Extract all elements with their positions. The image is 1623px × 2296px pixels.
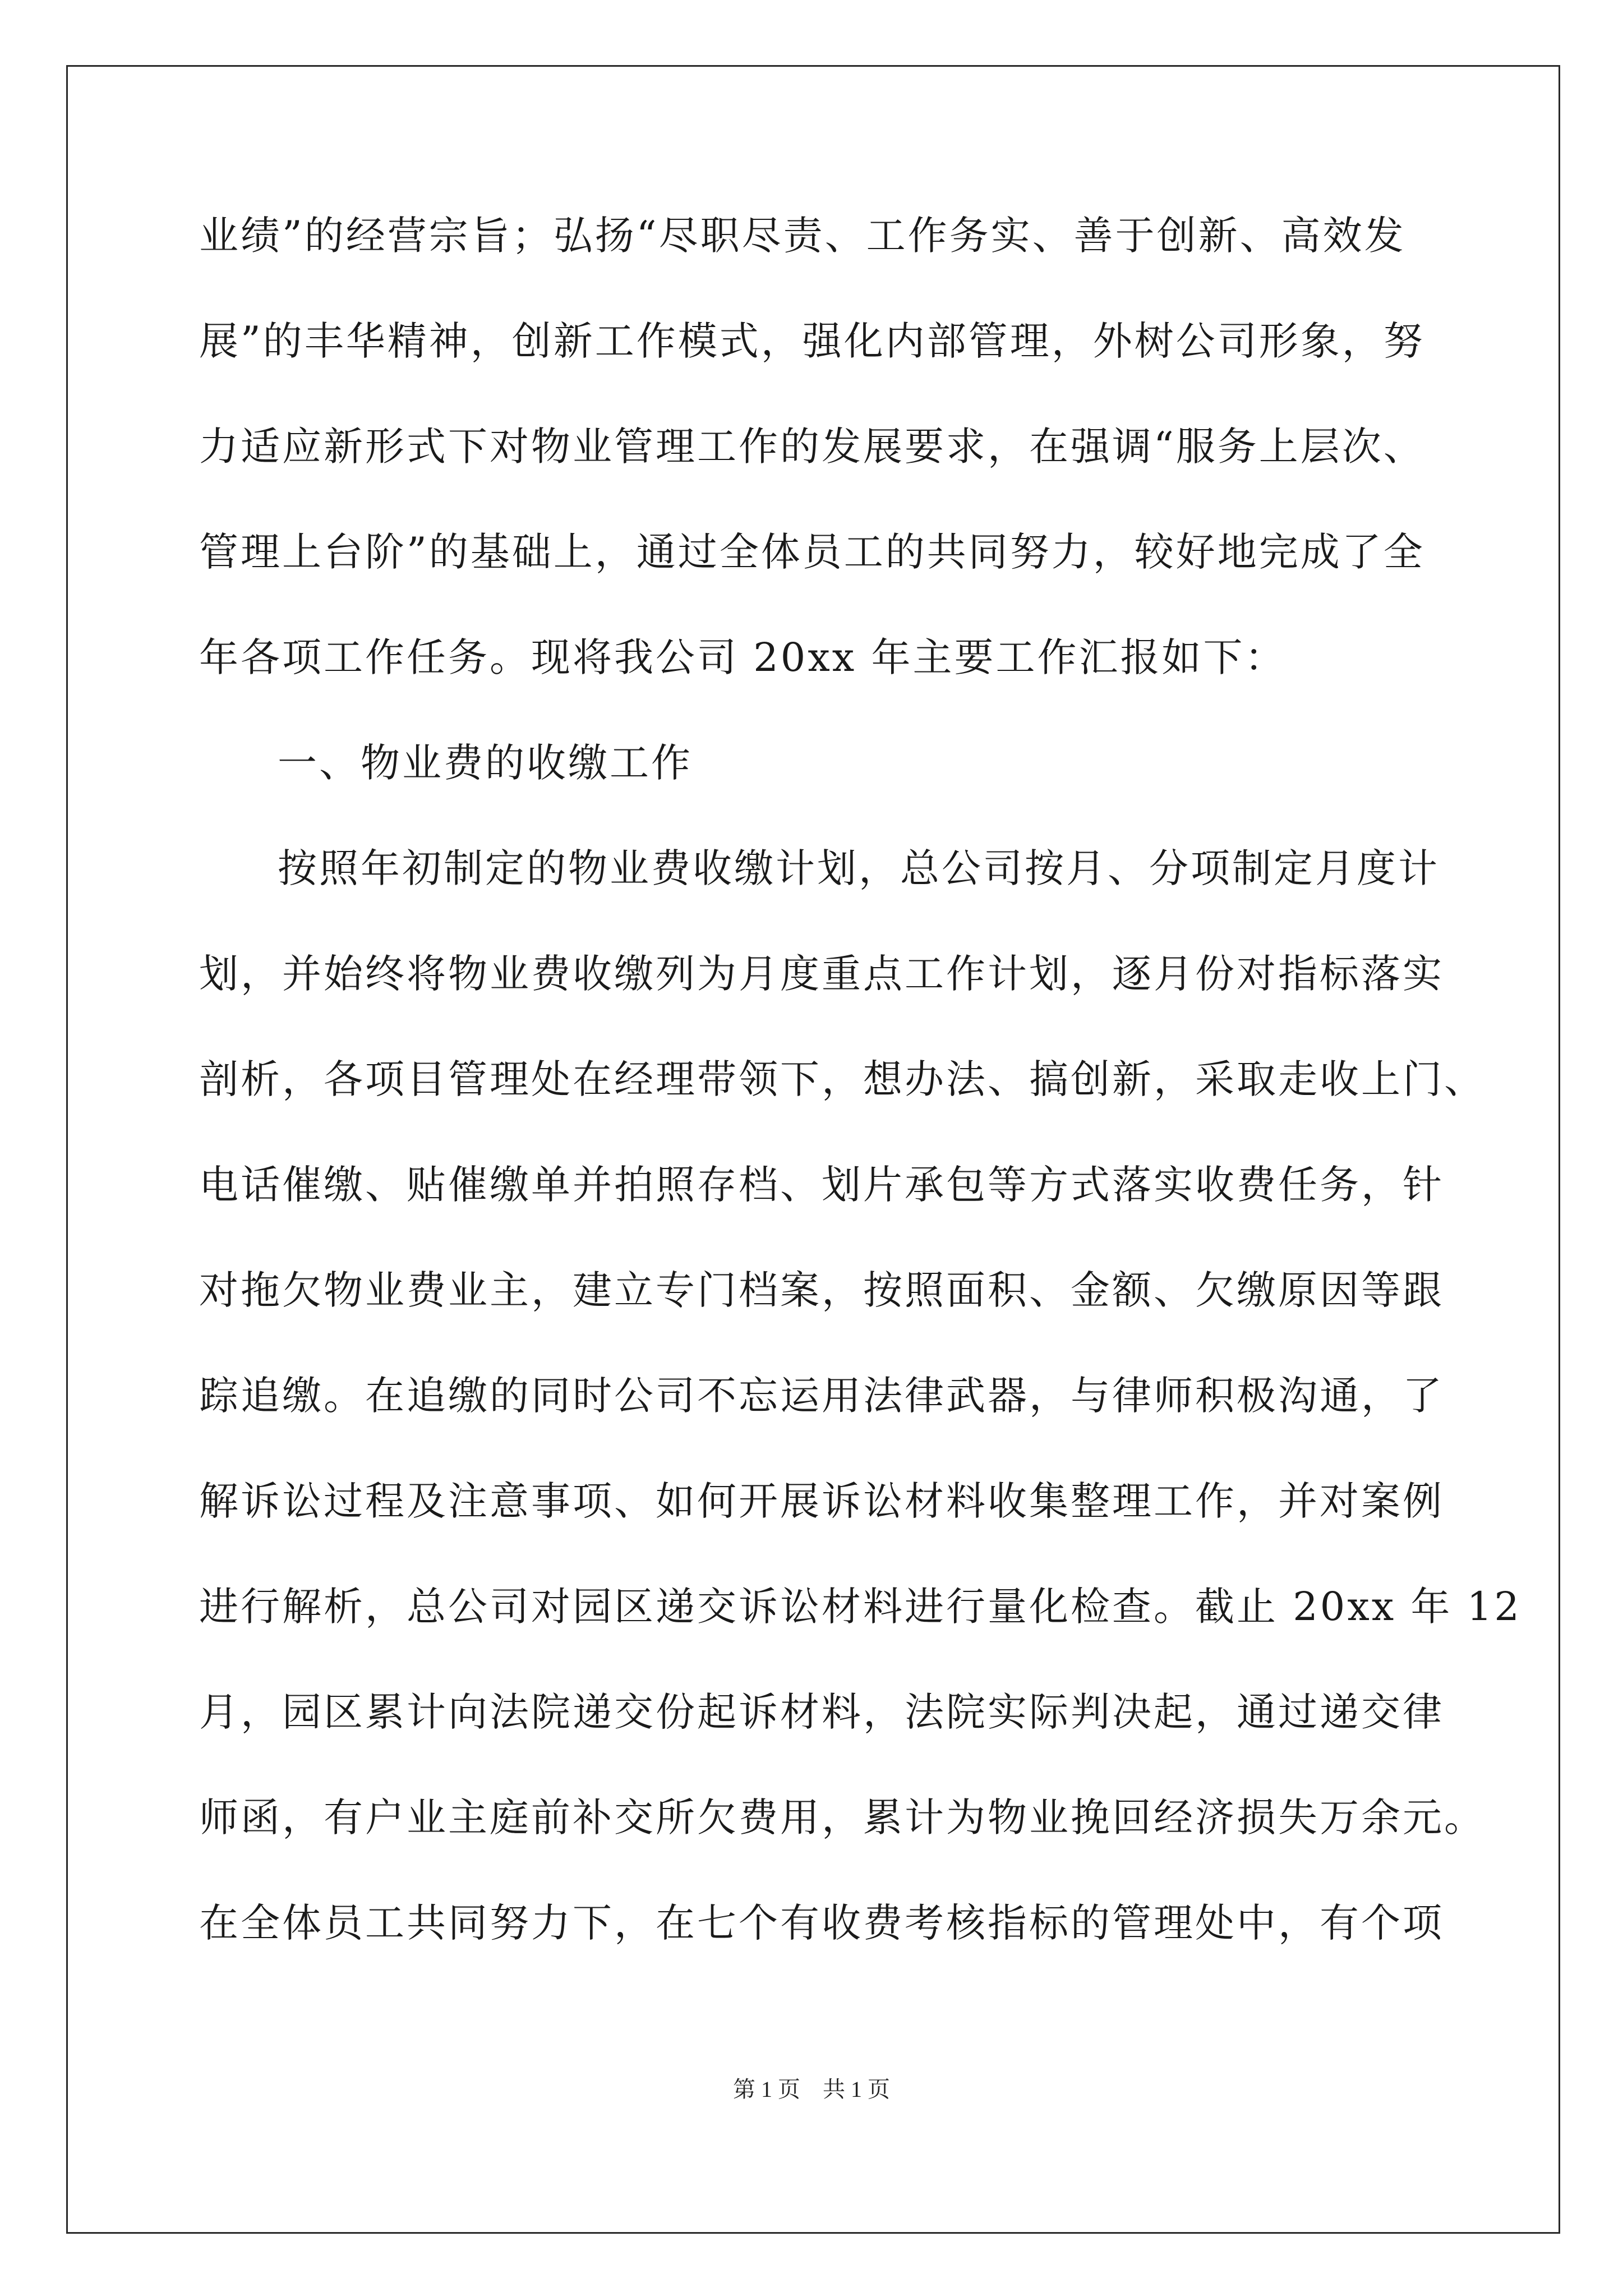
page-total: 共 1 页 xyxy=(823,2077,890,2102)
body-line: 月，园区累计向法院递交份起诉材料，法院实际判决起，通过递交律 xyxy=(199,1689,1444,1735)
body-line: 力适应新形式下对物业管理工作的发展要求，在强调“服务上层次、 xyxy=(199,424,1425,470)
body-line: 解诉讼过程及注意事项、如何开展诉讼材料收集整理工作，并对案例 xyxy=(199,1478,1444,1524)
section-heading: 一、物业费的收缴工作 xyxy=(278,740,693,786)
body-line: 在全体员工共同努力下，在七个有收费考核指标的管理处中，有个项 xyxy=(199,1900,1444,1946)
body-line: 展”的丰华精神，创新工作模式，强化内部管理，外树公司形象，努 xyxy=(199,318,1425,364)
body-line: 划，并始终将物业费收缴列为月度重点工作计划，逐月份对指标落实 xyxy=(199,951,1444,997)
page-footer xyxy=(0,2073,1623,2106)
paragraph-first-line: 按照年初制定的物业费收缴计划，总公司按月、分项制定月度计 xyxy=(278,845,1440,891)
body-line: 踪追缴。在追缴的同时公司不忘运用法律武器，与律师积极沟通，了 xyxy=(199,1373,1444,1419)
body-line: 师函，有户业主庭前补交所欠费用，累计为物业挽回经济损失万余元。 xyxy=(199,1795,1486,1841)
page-number: 第 1 页 xyxy=(733,2077,800,2102)
body-line: 业绩”的经营宗旨；弘扬“尽职尽责、工作务实、善于创新、高效发 xyxy=(199,213,1406,259)
body-line: 剖析，各项目管理处在经理带领下，想办法、搞创新，采取走收上门、 xyxy=(199,1056,1486,1102)
body-line: 管理上台阶”的基础上，通过全体员工的共同努力，较好地完成了全 xyxy=(199,529,1425,575)
body-line: 对拖欠物业费业主，建立专门档案，按照面积、金额、欠缴原因等跟 xyxy=(199,1267,1444,1313)
body-line: 年各项工作任务。现将我公司 20xx 年主要工作汇报如下： xyxy=(199,634,1287,680)
body-line: 电话催缴、贴催缴单并拍照存档、划片承包等方式落实收费任务，针 xyxy=(199,1162,1444,1208)
body-line: 进行解析，总公司对园区递交诉讼材料进行量化检查。截止 20xx 年 12 xyxy=(199,1584,1521,1630)
